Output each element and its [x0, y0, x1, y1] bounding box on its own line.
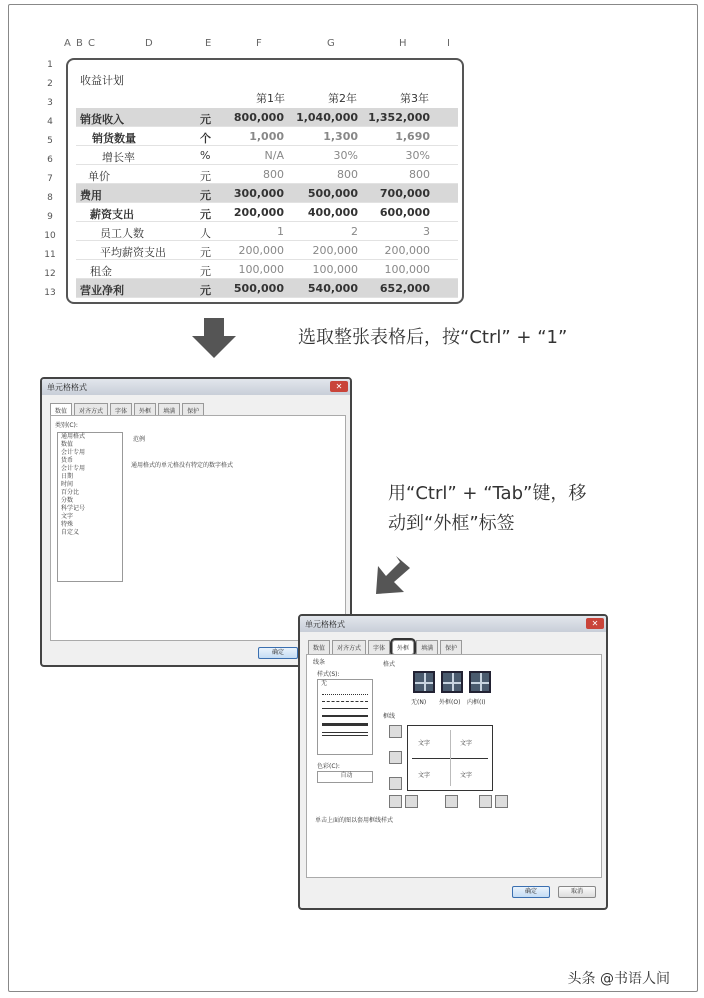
list-item[interactable]: 数值 [61, 441, 74, 448]
row-value-year2: 200,000 [312, 244, 358, 257]
line-style-list[interactable] [317, 679, 373, 755]
table-row [76, 222, 458, 241]
list-item[interactable]: 会计专用 [61, 465, 86, 472]
row-label: 销货收入 [80, 113, 124, 126]
row-value-year1: 100,000 [238, 263, 284, 276]
border-center-button[interactable] [445, 795, 458, 808]
close-icon[interactable]: ✕ [586, 618, 604, 629]
tab-3[interactable]: 外框 [392, 640, 414, 655]
row-unit: 元 [200, 170, 211, 183]
tab-0[interactable]: 数值 [308, 640, 330, 655]
step2-caption-line1: 用“Ctrl” + “Tab”键，移 [388, 483, 587, 504]
row-value-year2: 800 [337, 168, 358, 181]
row-value-year3: 30% [405, 149, 430, 162]
row-value-year1: 1 [277, 225, 284, 238]
preset-outline-label: 外框(O) [439, 699, 461, 706]
preview-text-4: 文字 [460, 772, 473, 779]
close-icon[interactable]: ✕ [330, 381, 348, 392]
row-label: 薪资支出 [90, 208, 134, 221]
tab-2[interactable]: 字体 [368, 640, 390, 655]
row-value-year3: 1,690 [395, 130, 430, 143]
list-item[interactable]: 自定义 [61, 529, 80, 536]
row-value-year3: 700,000 [379, 187, 430, 200]
table-row [76, 279, 458, 298]
row-label: 销货数量 [92, 132, 136, 145]
row-unit: 人 [200, 227, 211, 240]
row-value-year2: 1,300 [323, 130, 358, 143]
list-item[interactable]: 日期 [61, 473, 74, 480]
column-header: G [327, 38, 335, 49]
row-value-year2: 500,000 [307, 187, 358, 200]
income-plan-table [66, 58, 464, 304]
tab-1[interactable]: 对齐方式 [74, 403, 108, 418]
step2-caption-line2: 动到“外框”标签 [388, 513, 515, 534]
table-row [76, 165, 458, 184]
row-number: 6 [47, 155, 53, 165]
row-value-year3: 600,000 [379, 206, 430, 219]
preview-text-2: 文字 [460, 740, 473, 747]
tab-5[interactable]: 保护 [182, 403, 204, 418]
row-unit: % [200, 149, 211, 162]
row-number: 13 [44, 288, 56, 298]
row-value-year3: 200,000 [384, 244, 430, 257]
dialog1-panel [50, 415, 346, 641]
ok-button[interactable]: 确定 [258, 647, 298, 659]
row-value-year3: 800 [409, 168, 430, 181]
list-item[interactable]: 科学记号 [61, 505, 86, 512]
border-hint: 单击上面的图以套用框线样式 [315, 817, 394, 824]
preset-group-label: 格式 [383, 661, 396, 668]
color-select[interactable] [317, 771, 373, 783]
row-value-year2: 2 [351, 225, 358, 238]
row-label: 费用 [80, 189, 102, 202]
tab-4[interactable]: 填满 [416, 640, 438, 655]
border-right-button[interactable] [479, 795, 492, 808]
format-cells-dialog-border [298, 614, 608, 910]
row-value-year1: 800,000 [233, 111, 284, 124]
row-number: 10 [44, 231, 56, 241]
line-group-label: 线条 [313, 659, 326, 666]
year-header-3: 第3年 [400, 92, 429, 105]
column-header: A [64, 38, 71, 49]
list-item[interactable]: 货币 [61, 457, 74, 464]
year-header-1: 第1年 [256, 92, 285, 105]
preset-inside-icon[interactable] [469, 671, 491, 693]
row-unit: 元 [200, 113, 211, 126]
tab-4[interactable]: 填满 [158, 403, 180, 418]
row-label: 员工人数 [100, 227, 144, 240]
row-number: 8 [47, 193, 53, 203]
step1-caption: 选取整张表格后，按“Ctrl” + “1” [298, 327, 568, 348]
ok-button[interactable]: 确定 [512, 886, 550, 898]
row-label: 增长率 [102, 151, 135, 164]
list-item[interactable]: 通用格式 [61, 433, 86, 440]
row-unit: 元 [200, 208, 211, 221]
border-diag-down-button[interactable] [495, 795, 508, 808]
row-label: 单价 [88, 170, 110, 183]
row-value-year1: 500,000 [233, 282, 284, 295]
dialog2-tabs [308, 640, 462, 655]
row-label: 租金 [90, 265, 112, 278]
row-value-year3: 652,000 [379, 282, 430, 295]
row-number: 9 [47, 212, 53, 222]
list-item[interactable]: 文字 [61, 513, 74, 520]
row-value-year1: 200,000 [238, 244, 284, 257]
row-number: 4 [47, 117, 53, 127]
dialog2-title-text: 单元格格式 [305, 620, 345, 629]
tab-3[interactable]: 外框 [134, 403, 156, 418]
border-left-button[interactable] [405, 795, 418, 808]
watermark-text: 头条 @书语人间 [567, 971, 670, 987]
row-value-year1: N/A [264, 149, 284, 162]
tab-5[interactable]: 保护 [440, 640, 462, 655]
border-group-label: 框线 [383, 713, 396, 720]
row-value-year1: 200,000 [233, 206, 284, 219]
dialog2-panel [306, 654, 602, 878]
row-number: 2 [47, 79, 53, 89]
column-header: C [88, 38, 95, 49]
row-number: 5 [47, 136, 53, 146]
preview-text-1: 文字 [418, 740, 431, 747]
preset-inside-label: 内框(I) [467, 699, 486, 706]
table-row [76, 241, 458, 260]
table-row [76, 260, 458, 279]
table-row [76, 184, 458, 203]
row-number: 7 [47, 174, 53, 184]
format-description: 通用格式的单元格没有特定的数字格式 [131, 462, 234, 469]
color-value: 自动 [340, 772, 353, 779]
list-item[interactable]: 会计专用 [61, 449, 86, 456]
row-number: 1 [47, 60, 53, 70]
border-diag-up-button[interactable] [389, 795, 402, 808]
row-value-year2: 1,040,000 [296, 111, 358, 124]
table-row [76, 146, 458, 165]
border-top-button[interactable] [389, 725, 402, 738]
list-item[interactable]: 时间 [61, 481, 74, 488]
row-value-year3: 100,000 [384, 263, 430, 276]
row-value-year1: 300,000 [233, 187, 284, 200]
cancel-button[interactable]: 取消 [558, 886, 596, 898]
border-middle-button[interactable] [389, 751, 402, 764]
row-value-year2: 540,000 [307, 282, 358, 295]
column-header: I [447, 38, 450, 49]
row-unit: 元 [200, 246, 211, 259]
row-value-year1: 800 [263, 168, 284, 181]
sample-label: 范例 [133, 436, 146, 443]
row-value-year3: 3 [423, 225, 430, 238]
tab-2[interactable]: 字体 [110, 403, 132, 418]
row-value-year2: 30% [333, 149, 358, 162]
diagonal-arrow-icon [374, 556, 418, 596]
list-item[interactable]: 分数 [61, 497, 74, 504]
dialog1-title [42, 379, 350, 395]
column-header: E [205, 38, 212, 49]
column-header: B [76, 38, 83, 49]
border-preview[interactable] [407, 725, 493, 791]
row-value-year2: 400,000 [307, 206, 358, 219]
preset-none-icon[interactable] [413, 671, 435, 693]
preview-text-3: 文字 [418, 772, 431, 779]
color-label: 色彩(C): [317, 763, 340, 770]
category-label: 类别(C): [55, 422, 78, 429]
dialog1-title-text: 单元格格式 [47, 383, 87, 392]
row-unit: 元 [200, 189, 211, 202]
row-number: 11 [44, 250, 56, 260]
tab-1[interactable]: 对齐方式 [332, 640, 366, 655]
row-number: 3 [47, 98, 53, 108]
row-label: 营业净利 [80, 284, 124, 297]
list-item[interactable]: 百分比 [61, 489, 80, 496]
column-header: F [256, 38, 262, 49]
row-unit: 元 [200, 284, 211, 297]
row-value-year1: 1,000 [249, 130, 284, 143]
category-list[interactable] [57, 432, 123, 582]
year-header-2: 第2年 [328, 92, 357, 105]
table-row [76, 127, 458, 146]
list-item[interactable]: 特殊 [61, 521, 74, 528]
style-label: 样式(S): [317, 671, 340, 678]
column-header: H [399, 38, 407, 49]
table-row [76, 203, 458, 222]
down-arrow-icon [190, 318, 238, 360]
dialog2-title [300, 616, 606, 632]
tab-0[interactable]: 数值 [50, 403, 72, 418]
row-unit: 元 [200, 265, 211, 278]
table-row [76, 108, 458, 127]
preset-outline-icon[interactable] [441, 671, 463, 693]
line-style-none[interactable]: 无 [321, 680, 328, 687]
row-value-year2: 100,000 [312, 263, 358, 276]
column-header: D [145, 38, 153, 49]
preset-none-label: 无(N) [411, 699, 427, 706]
row-number: 12 [44, 269, 56, 279]
row-unit: 个 [200, 132, 211, 145]
row-value-year3: 1,352,000 [368, 111, 430, 124]
border-bottom-button[interactable] [389, 777, 402, 790]
table-title: 收益计划 [80, 74, 124, 87]
row-label: 平均薪资支出 [100, 246, 166, 259]
